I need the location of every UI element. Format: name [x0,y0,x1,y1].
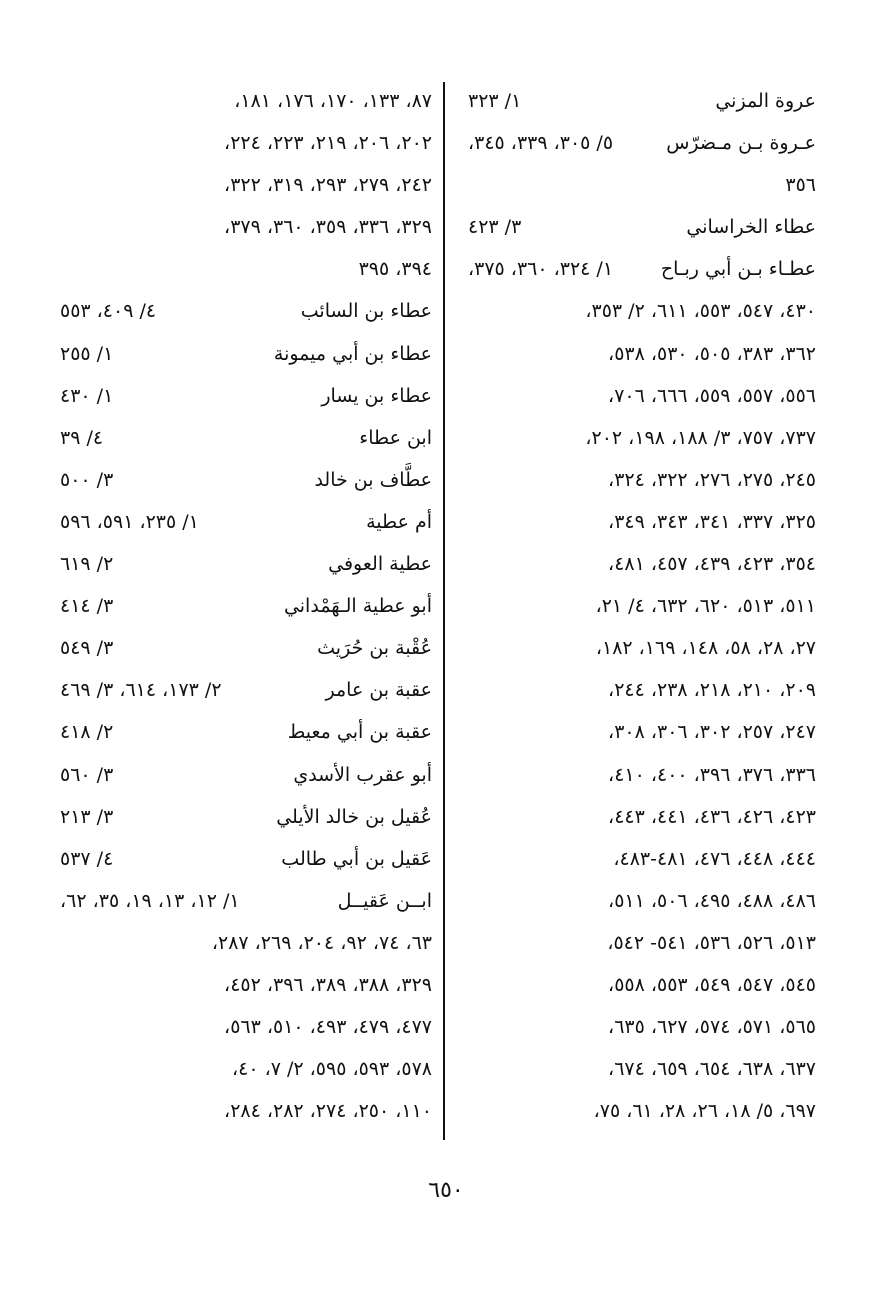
entry-refs: ٢/ ٤١٨ [60,721,114,744]
continuation-line: ٥٦٥، ٥٧١، ٥٧٤، ٦٢٧، ٦٣٥، [608,1016,816,1039]
index-entry [60,880,432,922]
continuation-line: ١١٠، ٢٥٠، ٢٧٤، ٢٨٢، ٢٨٤، [224,1100,432,1123]
continuation-line: ٤٤٤، ٤٤٨، ٤٧٦، ٤٨١-٤٨٣، [613,847,816,870]
continuation-line: ٤٨٦، ٤٨٨، ٤٩٥، ٥٠٦، ٥١١، [608,889,816,912]
entry-refs: ٣/ ٢١٣ [60,805,114,828]
entry-refs: ١/ ١٢، ١٣، ١٩، ٣٥، ٦٢، [60,889,240,912]
index-entry [468,248,816,290]
entry-name: أم عطية [366,510,432,533]
continuation-line: ٢٧، ٢٨، ٥٨، ١٤٨، ١٦٩، ١٨٢، [595,637,816,660]
entry-name: عُقيل بن خالد الأيلي [276,805,432,828]
continuation-line: ٢٤٢، ٢٧٩، ٢٩٣، ٣١٩، ٣٢٢، [224,174,432,197]
continuation-line: ٦٩٧، ٥/ ١٨، ٢٦، ٢٨، ٦١، ٧٥، [593,1100,816,1123]
entry-refs: ١/ ٢٥٥ [60,342,114,365]
continuation-line: ٥٥٦، ٥٥٧، ٥٥٩، ٦٦٦، ٧٠٦، [608,384,816,407]
index-entry [60,459,432,501]
entry-refs: ٣/ ٥٤٩ [60,637,114,660]
continuation-line: ٥١٣، ٥٢٦، ٥٣٦، ٥٤١- ٥٤٢، [607,931,816,954]
index-entry [468,80,816,122]
continuation-line: ٣٢٩، ٣٨٨، ٣٨٩، ٣٩٦، ٤٥٢، [224,973,432,996]
continuation-line: ٤٢٣، ٤٢٦، ٤٣٦، ٤٤١، ٤٤٣، [608,805,816,828]
index-entry [60,333,432,375]
continuation-line: ٧٣٧، ٧٥٧، ٣/ ١٨٨، ١٩٨، ٢٠٢، [585,426,816,449]
entry-refs: ١/ ٤٣٠ [60,384,114,407]
entry-refs: ٥/ ٣٠٥، ٣٣٩، ٣٤٥، [468,132,614,155]
continuation-line: ٣٢٩، ٣٣٦، ٣٥٩، ٣٦٠، ٣٧٩، [224,216,432,239]
entry-refs: ٤/ ٤٠٩، ٥٥٣ [60,300,157,323]
entry-name: عقبة بن أبي معيط [287,721,432,744]
entry-name: عطاء الخراساني [686,216,816,239]
index-entry [60,585,432,627]
continuation-line: ٥١١، ٥١٣، ٦٢٠، ٦٣٢، ٤/ ٢١، [595,595,816,618]
continuation-line: ٤٧٧، ٤٧٩، ٤٩٣، ٥١٠، ٥٦٣، [224,1016,432,1039]
entry-name: ابن عطاء [359,426,432,449]
entry-refs: ٤/ ٥٣٧ [60,847,114,870]
entry-refs: ٢/ ١٧٣، ٦١٤، ٣/ ٤٦٩ [60,679,222,702]
entry-refs: ٣/ ٤١٤ [60,595,114,618]
entry-refs: ٢/ ٦١٩ [60,553,114,576]
index-entry [60,796,432,838]
index-entry [60,669,432,711]
entry-name: عطَّاف بن خالد [314,468,432,491]
entry-name: ابــن عَقيــل [337,889,432,912]
continuation-line: ٥٤٥، ٥٤٧، ٥٤٩، ٥٥٣، ٥٥٨، [608,973,816,996]
continuation-line: ٨٧، ١٣٣، ١٧٠، ١٧٦، ١٨١، [234,90,432,112]
page-number: ٦٥٠ [428,1178,464,1203]
continuation-line: ٢٠٢، ٢٠٦، ٢١٩، ٢٢٣، ٢٢٤، [224,132,432,155]
entry-name: عروة المزني [715,90,816,112]
index-entry [60,543,432,585]
entry-name: عقبة بن عامر [325,679,432,702]
continuation-line: ٢٠٩، ٢١٠، ٢١٨، ٢٣٨، ٢٤٤، [608,679,816,702]
entry-name: عطـاء بـن أبي ربـاح [660,258,816,281]
continuation-line: ٦٣، ٧٤، ٩٢، ٢٠٤، ٢٦٩، ٢٨٧، [211,931,432,954]
continuation-line: ٤٣٠، ٥٤٧، ٥٥٣، ٦١١، ٢/ ٣٥٣، [585,300,816,323]
entry-refs: ١/ ٣٢٣ [468,90,522,112]
continuation-line: ٣٩٤، ٣٩٥ [358,258,432,281]
entry-name: عطية العوفي [328,553,432,576]
continuation-line: ٦٣٧، ٦٣٨، ٦٥٤، ٦٥٩، ٦٧٤، [608,1058,816,1081]
entry-name: عُقْبة بن حُرَيث [317,637,432,660]
right-column [468,80,816,1132]
entry-name: عـروة بـن مـضرّس [666,132,816,155]
continuation-line: ٣٣٦، ٣٧٦، ٣٩٦، ٤٠٠، ٤١٠، [608,763,816,786]
index-entry [468,122,816,164]
entry-name: عطاء بن أبي ميمونة [273,342,432,365]
entry-name: أبو عقرب الأسدي [293,763,432,786]
index-entry [60,417,432,459]
index-entry [60,375,432,417]
entry-name: أبو عطية الـهَمْداني [283,595,432,618]
entry-refs: ٣/ ٥٠٠ [60,468,114,491]
index-entry [60,754,432,796]
index-entry [60,290,432,332]
index-entry [60,501,432,543]
continuation-line: ٣٢٥، ٣٣٧، ٣٤١، ٣٤٣، ٣٤٩، [608,510,816,533]
continuation-line: ٣٦٢، ٣٨٣، ٥٠٥، ٥٣٠، ٥٣٨، [608,342,816,365]
entry-name: عطاء بن السائب [300,300,432,323]
entry-refs: ٣/ ٥٦٠ [60,763,114,786]
entry-name: عَقيل بن أبي طالب [281,847,432,870]
entry-refs: ١/ ٣٢٤، ٣٦٠، ٣٧٥، [468,258,614,281]
column-divider [443,82,445,1140]
continuation-line: ٥٧٨، ٥٩٣، ٥٩٥، ٢/ ٧، ٤٠، [231,1058,432,1081]
index-entry [60,711,432,753]
entry-refs: ٤/ ٣٩ [60,426,104,449]
index-entry [60,838,432,880]
continuation-line: ٢٤٧، ٢٥٧، ٣٠٢، ٣٠٦، ٣٠٨، [608,721,816,744]
index-entry [468,206,816,248]
entry-refs: ١/ ٢٣٥، ٥٩١، ٥٩٦ [60,510,199,533]
left-column [60,80,432,1132]
index-entry [60,627,432,669]
continuation-line: ٣٥٦ [785,174,816,197]
continuation-line: ٢٤٥، ٢٧٥، ٢٧٦، ٣٢٢، ٣٢٤، [608,468,816,491]
entry-name: عطاء بن يسار [321,384,432,407]
continuation-line: ٣٥٤، ٤٢٣، ٤٣٩، ٤٥٧، ٤٨١، [608,553,816,576]
entry-refs: ٣/ ٤٢٣ [468,216,522,239]
